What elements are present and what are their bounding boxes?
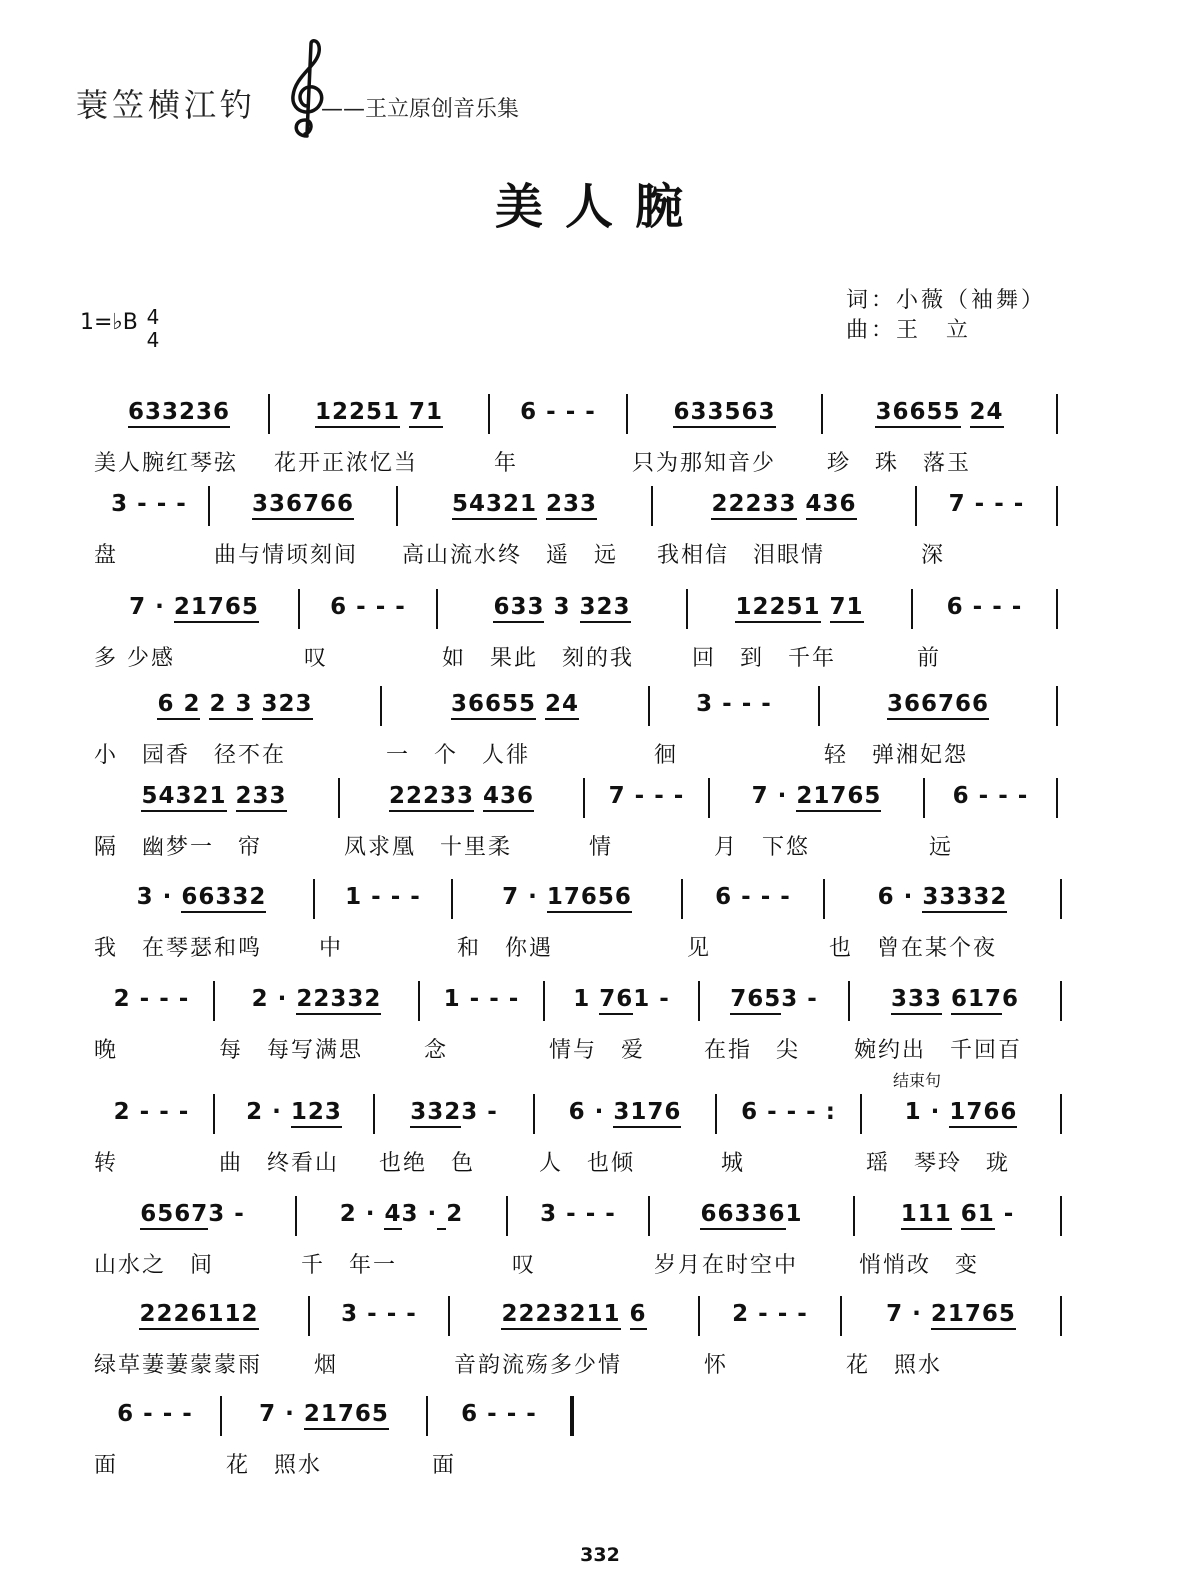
notation-line — [0, 480, 1200, 532]
lyric-text: 我 在琴瑟和鸣 — [94, 936, 263, 961]
measure — [829, 398, 1050, 426]
measure — [388, 690, 642, 718]
score-row — [0, 772, 1200, 862]
measure — [221, 985, 412, 1013]
lyric-text: 面 — [94, 1453, 119, 1478]
measure — [716, 782, 917, 810]
credits — [846, 286, 1046, 346]
notation-line — [0, 583, 1200, 635]
measure — [514, 1200, 642, 1228]
lyric-text: 高山流水终 遥 远 — [402, 543, 619, 568]
bar-line — [1056, 486, 1058, 526]
measure-notes: 36655 24 — [388, 690, 642, 718]
measure-notes: 366766 — [826, 690, 1050, 718]
bar-line — [220, 1396, 222, 1436]
bar-line — [418, 981, 420, 1021]
lyric-text: 每 每写满思 — [219, 1038, 364, 1063]
notation-line — [0, 873, 1200, 925]
bar-line — [840, 1296, 842, 1336]
notation-line — [0, 388, 1200, 440]
lyric-text: 也绝 色 — [379, 1151, 476, 1176]
lyric-text: 多 少感 — [94, 646, 175, 671]
bar-line — [1056, 778, 1058, 818]
lyric-text: 回 到 千年 — [692, 646, 837, 671]
measure — [96, 782, 332, 810]
measure-notes: 2223211 6 — [456, 1300, 692, 1328]
bar-line — [915, 486, 917, 526]
measure-notes: 54321 233 — [96, 782, 332, 810]
notation-line — [0, 975, 1200, 1027]
bar-line — [1060, 879, 1062, 919]
lyric-text: 年 — [494, 451, 519, 476]
measure — [496, 398, 620, 426]
lyric-text: 只为那知音少 — [632, 451, 777, 476]
measure — [634, 398, 815, 426]
measure — [96, 883, 307, 911]
bar-line — [681, 879, 683, 919]
measure — [459, 883, 675, 911]
lyric-text: 岁月在时空中 — [654, 1253, 799, 1278]
measure — [321, 883, 445, 911]
measure — [96, 490, 202, 518]
score-row — [0, 1390, 1200, 1480]
measure — [306, 593, 430, 621]
lyric-text: 叹 — [304, 646, 329, 671]
notation-line — [0, 1190, 1200, 1242]
lyric-text: 转 — [94, 1151, 119, 1176]
measure — [919, 593, 1050, 621]
measure — [303, 1200, 500, 1228]
score-row — [0, 975, 1200, 1065]
bar-line — [533, 1094, 535, 1134]
lyric-text: 叹 — [512, 1253, 537, 1278]
bar-line — [213, 981, 215, 1021]
measure — [96, 593, 292, 621]
measure-notes: 6 - - - — [946, 594, 1023, 620]
measure-notes: 22233 436 — [346, 782, 577, 810]
lyric-text: 凤求凰 十里柔 — [344, 835, 513, 860]
measure-notes: 6 · 3176 — [541, 1098, 709, 1126]
lyric-text: 月 下悠 — [714, 835, 811, 860]
score-row — [0, 680, 1200, 770]
score-row — [0, 1290, 1200, 1380]
bar-line — [626, 394, 628, 434]
lyric-text: 曲 终看山 — [219, 1151, 340, 1176]
measure-notes: 6 - - - — [461, 1401, 537, 1427]
measure — [659, 490, 909, 518]
lyric-text: 远 — [929, 835, 954, 860]
measure-notes: 2 · 123 — [221, 1098, 367, 1126]
bar-line — [1056, 686, 1058, 726]
score-row — [0, 1088, 1200, 1178]
bar-line — [1060, 981, 1062, 1021]
bar-line — [436, 589, 438, 629]
notation-line — [0, 1390, 1200, 1442]
book-header — [76, 36, 776, 146]
measure — [551, 985, 692, 1013]
measure-notes: 2 · 22332 — [221, 985, 412, 1013]
measure — [723, 1098, 854, 1126]
measure-notes: 6 · 33332 — [831, 883, 1054, 911]
measure — [276, 398, 482, 426]
lyric-text: 见 — [687, 936, 712, 961]
measure-notes: 54321 233 — [404, 490, 645, 518]
measure-notes: 7653 - — [706, 985, 842, 1013]
lyric-text: 念 — [424, 1038, 449, 1063]
lyric-text: 瑶 琴玲 珑 — [866, 1151, 1011, 1176]
measure-notes: 1 761 - — [551, 985, 692, 1013]
measure-notes: 2 - - - — [732, 1301, 808, 1327]
measure-notes: 6 - - - — [520, 399, 596, 425]
lyric-text: 和 你遇 — [457, 936, 554, 961]
bar-line — [648, 686, 650, 726]
measure — [96, 1098, 207, 1126]
measure-notes: 3 - - - — [696, 691, 772, 717]
measure-notes: 12251 71 — [694, 593, 905, 621]
measure — [868, 1098, 1054, 1126]
measure — [96, 1400, 214, 1428]
lyric-text: 中 — [319, 936, 344, 961]
measure-notes: 7 · 21765 — [228, 1400, 420, 1428]
measure-notes: 2 - - - — [113, 986, 190, 1012]
bar-line — [208, 486, 210, 526]
bar-line — [860, 1094, 862, 1134]
bar-line — [1060, 1296, 1062, 1336]
lyric-text: 如 果此 刻的我 — [442, 646, 635, 671]
bar-line — [570, 1396, 574, 1436]
measure — [221, 1098, 367, 1126]
bar-line — [396, 486, 398, 526]
lyric-text: 情与 爱 — [549, 1038, 646, 1063]
bar-line — [543, 981, 545, 1021]
measure — [346, 782, 577, 810]
lyric-text: 音韵流殇多少情 — [454, 1353, 623, 1378]
bar-line — [698, 1296, 700, 1336]
measure-notes: 3 · 66332 — [96, 883, 307, 911]
lyricist-credit: 词：小薇（袖舞） — [846, 288, 1047, 313]
bar-line — [823, 879, 825, 919]
measure — [656, 690, 812, 718]
measure-notes: 12251 71 — [276, 398, 482, 426]
measure — [96, 1200, 289, 1228]
bar-line — [923, 778, 925, 818]
measure-notes: 22233 436 — [659, 490, 909, 518]
notation-line — [0, 772, 1200, 824]
bar-line — [1056, 394, 1058, 434]
bar-line — [451, 879, 453, 919]
measure-notes: 3 - - - — [111, 491, 187, 517]
measure — [706, 1300, 834, 1328]
lyric-text: 婉约出 千回百 — [854, 1038, 1023, 1063]
lyric-text: 小 园香 径不在 — [94, 743, 287, 768]
lyric-text: 山水之 间 — [94, 1253, 215, 1278]
score-row — [0, 583, 1200, 673]
measure — [456, 1300, 692, 1328]
bar-line — [848, 981, 850, 1021]
measure — [444, 593, 680, 621]
measure — [426, 985, 537, 1013]
lyric-text: 前 — [917, 646, 942, 671]
bar-line — [686, 589, 688, 629]
lyric-text: 人 也倾 — [539, 1151, 636, 1176]
lyric-text: 我相信 泪眼情 — [657, 543, 826, 568]
bar-line — [715, 1094, 717, 1134]
score-row — [0, 1190, 1200, 1280]
measure-notes: 36655 24 — [829, 398, 1050, 426]
lyric-text: 绿草萋萋蒙蒙雨 — [94, 1353, 263, 1378]
measure — [96, 690, 374, 718]
score-row — [0, 873, 1200, 963]
measure-notes: 333 6176 — [856, 985, 1054, 1013]
measure — [96, 1300, 302, 1328]
measure — [694, 593, 905, 621]
measure-notes: 336766 — [216, 490, 390, 518]
measure — [316, 1300, 442, 1328]
song-title: 美人腕 — [494, 179, 705, 235]
lyric-text: 晚 — [94, 1038, 119, 1063]
lyric-text: 花 照水 — [226, 1453, 323, 1478]
bar-line — [911, 589, 913, 629]
measure — [216, 490, 390, 518]
measure — [434, 1400, 564, 1428]
bar-line — [213, 1094, 215, 1134]
measure-notes: 7 · 21765 — [848, 1300, 1054, 1328]
measure-notes: 3323 - — [381, 1098, 527, 1126]
measure — [381, 1098, 527, 1126]
measure-notes: 633 3 323 — [444, 593, 680, 621]
measure-notes: 6 2 2 3 323 — [96, 690, 374, 718]
measure — [656, 1200, 847, 1228]
bar-line — [651, 486, 653, 526]
measure — [228, 1400, 420, 1428]
lyric-text: 烟 — [314, 1353, 339, 1378]
bar-line — [268, 394, 270, 434]
bar-line — [295, 1196, 297, 1236]
bar-line — [821, 394, 823, 434]
meter-bottom: 4 — [146, 328, 160, 352]
lyric-text: 曲与情顷刻间 — [214, 543, 359, 568]
score-row — [0, 480, 1200, 570]
bar-line — [488, 394, 490, 434]
bar-line — [818, 686, 820, 726]
bar-line — [708, 778, 710, 818]
measure-notes: 111 61 - — [861, 1200, 1054, 1228]
measure-notes: 6 - - - — [952, 783, 1029, 809]
composer-credit: 曲：王 立 — [846, 318, 972, 343]
measure — [848, 1300, 1054, 1328]
measure-notes: 6 - - - — [117, 1401, 193, 1427]
bar-line — [308, 1296, 310, 1336]
ending-label: 结束句 — [893, 1071, 942, 1090]
measure — [831, 883, 1054, 911]
measure-notes: 1 - - - — [443, 986, 520, 1012]
bar-line — [698, 981, 700, 1021]
measure-notes: 6 - - - — [330, 594, 406, 620]
bar-line — [448, 1296, 450, 1336]
bar-line — [648, 1196, 650, 1236]
series-title: 蓑笠横江钓 — [76, 86, 257, 124]
lyric-text: 悄悄改 变 — [859, 1253, 980, 1278]
measure-notes: 6 - - - — [715, 884, 791, 910]
measure-notes: 7 - - - — [608, 783, 685, 809]
lyric-text: 也 曾在某个夜 — [829, 936, 998, 961]
measure — [861, 1200, 1054, 1228]
measure-notes: 2 · 43 · 2 — [303, 1200, 500, 1228]
lyric-text: 一 个 人徘 — [386, 743, 531, 768]
measure-notes: 633563 — [634, 398, 815, 426]
lyric-text: 隔 幽梦一 帘 — [94, 835, 263, 860]
lyric-text: 情 — [589, 835, 614, 860]
measure-notes: 6 - - - : — [741, 1099, 836, 1125]
notation-line — [0, 1088, 1200, 1140]
meter-top: 4 — [146, 305, 160, 329]
bar-line — [338, 778, 340, 818]
lyric-text: 花 照水 — [846, 1353, 943, 1378]
measure — [706, 985, 842, 1013]
key-signature: 1=♭B — [80, 310, 138, 335]
bar-line — [373, 1094, 375, 1134]
measure-notes: 2226112 — [96, 1300, 302, 1328]
bar-line — [380, 686, 382, 726]
treble-clef-icon — [281, 36, 331, 146]
lyric-text: 轻 弹湘妃怨 — [824, 743, 969, 768]
bar-line — [853, 1196, 855, 1236]
lyric-text: 千 年一 — [301, 1253, 398, 1278]
lyric-text: 城 — [721, 1151, 746, 1176]
lyric-text: 美人腕红琴弦 — [94, 451, 239, 476]
measure-notes: 3 - - - — [540, 1201, 616, 1227]
bar-line — [583, 778, 585, 818]
lyric-text: 徊 — [654, 743, 679, 768]
measure-notes: 7 · 17656 — [459, 883, 675, 911]
bar-line — [298, 589, 300, 629]
bar-line — [426, 1396, 428, 1436]
lyric-text: 花开正浓忆当 — [274, 451, 419, 476]
time-signature — [144, 306, 162, 352]
measure — [591, 782, 702, 810]
page-number: 332 — [580, 1544, 620, 1566]
bar-line — [506, 1196, 508, 1236]
measure-notes: 7 · 21765 — [716, 782, 917, 810]
lyric-text: 深 — [921, 543, 946, 568]
measure — [541, 1098, 709, 1126]
bar-line — [313, 879, 315, 919]
measure-notes: 65673 - — [96, 1200, 289, 1228]
bar-line — [1056, 589, 1058, 629]
measure — [404, 490, 645, 518]
lyric-text: 怀 — [704, 1353, 729, 1378]
measure — [931, 782, 1050, 810]
measure-notes: 633236 — [96, 398, 262, 426]
lyric-text: 盘 — [94, 543, 119, 568]
notation-line — [0, 680, 1200, 732]
measure — [96, 985, 207, 1013]
bar-line — [1060, 1196, 1062, 1236]
measure — [689, 883, 817, 911]
score-row — [0, 388, 1200, 478]
measure-notes: 7 - - - — [948, 491, 1025, 517]
measure-notes: 1 · 1766 — [868, 1098, 1054, 1126]
measure-notes: 2 - - - — [113, 1099, 190, 1125]
measure-notes: 3 - - - — [341, 1301, 417, 1327]
lyric-text: 在指 尖 — [704, 1038, 801, 1063]
lyric-text: 珍 珠 落玉 — [827, 451, 972, 476]
bar-line — [1060, 1094, 1062, 1134]
series-subtitle: ——王立原创音乐集 — [321, 97, 520, 122]
measure — [826, 690, 1050, 718]
measure — [923, 490, 1050, 518]
measure-notes: 7 · 21765 — [96, 593, 292, 621]
notation-line — [0, 1290, 1200, 1342]
lyric-text: 面 — [432, 1453, 457, 1478]
measure-notes: 1 - - - — [345, 884, 421, 910]
measure — [856, 985, 1054, 1013]
measure-notes: 663361 — [656, 1200, 847, 1228]
measure — [96, 398, 262, 426]
